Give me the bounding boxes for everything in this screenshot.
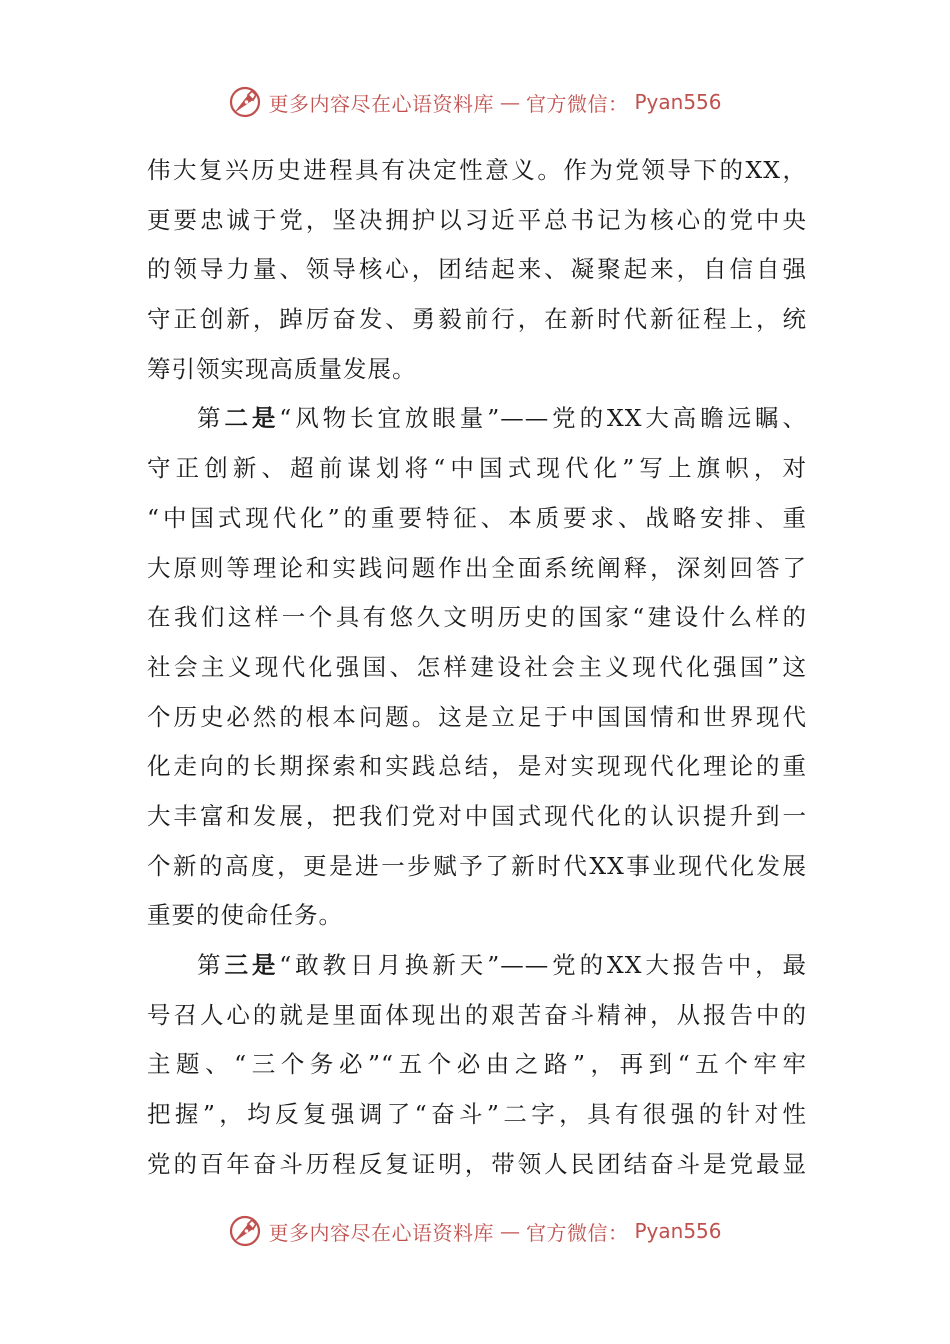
text-line: 的领导力量、领导核心，团结起来、凝聚起来，自信自强 <box>147 255 807 284</box>
text-line: 重要的使命任务。 <box>147 901 343 930</box>
watermark-separator: — <box>499 90 520 114</box>
text-line: 把握”，均反复强调了“奋斗”二字，具有很强的针对性 <box>147 1100 807 1129</box>
text-line: 更要忠诚于党，坚决拥护以习近平总书记为核心的党中央 <box>147 205 807 234</box>
watermark-account: Pyan556 <box>634 1219 722 1243</box>
paragraph-lead-bold: 二是 <box>224 404 280 433</box>
text-line: 号召人心的就是里面体现出的艰苦奋斗精神，从报告中的 <box>147 1000 807 1029</box>
text-line: 大原则等理论和实践问题作出全面系统阐释，深刻回答了 <box>147 553 807 582</box>
text-line-content: “敢教日月换新天”——党的XX大报告中，最 <box>279 951 808 979</box>
text-line: 社会主义现代化强国、怎样建设社会主义现代化强国”这 <box>147 652 807 681</box>
watermark-account: Pyan556 <box>634 90 722 114</box>
watermark-official: 官方微信： <box>525 91 629 116</box>
text-line <box>147 394 807 444</box>
text-line: 党的百年奋斗历程反复证明，带领人民团结奋斗是党最显 <box>147 1149 807 1178</box>
text-line: 主题、“三个务必”“五个必由之路”，再到“五个牢牢 <box>147 1050 807 1079</box>
watermark-text: 更多内容尽在心语资料库 <box>268 91 494 116</box>
text-line: 化走向的长期探索和实践总结，是对实现现代化理论的重 <box>147 752 807 781</box>
paragraph-3 <box>147 941 807 1189</box>
text-line: 伟大复兴历史进程具有决定性意义。作为党领导下的XX， <box>147 156 807 184</box>
text-line: “中国式现代化”的重要特征、本质要求、战略安排、重 <box>147 503 807 532</box>
pen-nib-logo-icon <box>228 1214 262 1248</box>
paragraph-2 <box>147 394 807 941</box>
text-line: 大丰富和发展，把我们党对中国式现代化的认识提升到一 <box>147 801 807 830</box>
watermark-separator: — <box>499 1219 520 1243</box>
text-line: 个历史必然的根本问题。这是立足于中国国情和世界现代 <box>147 702 807 731</box>
text-line: 个新的高度，更是进一步赋予了新时代XX事业现代化发展 <box>147 851 807 880</box>
watermark-text: 更多内容尽在心语资料库 <box>268 1220 494 1245</box>
watermark-official: 官方微信： <box>525 1220 629 1245</box>
paragraph-lead: 第 <box>197 404 225 433</box>
paragraph-1 <box>147 146 807 394</box>
text-line <box>147 941 807 991</box>
text-line: 守正创新，踔厉奋发、勇毅前行，在新时代新征程上，统 <box>147 305 807 334</box>
paragraph-lead: 第 <box>197 951 225 979</box>
header-watermark <box>0 82 950 122</box>
text-line: 守正创新、超前谋划将“中国式现代化”写上旗帜，对 <box>147 454 807 483</box>
footer-watermark <box>0 1211 950 1251</box>
paragraph-lead-bold: 三是 <box>224 951 280 979</box>
text-line: 筹引领实现高质量发展。 <box>147 354 417 383</box>
text-line: 在我们这样一个具有悠久文明历史的国家“建设什么样的 <box>147 603 807 632</box>
text-line-content: “风物长宜放眼量”——党的XX大高瞻远瞩、 <box>279 404 808 433</box>
pen-nib-logo-icon <box>228 85 262 119</box>
document-body <box>147 146 807 1189</box>
